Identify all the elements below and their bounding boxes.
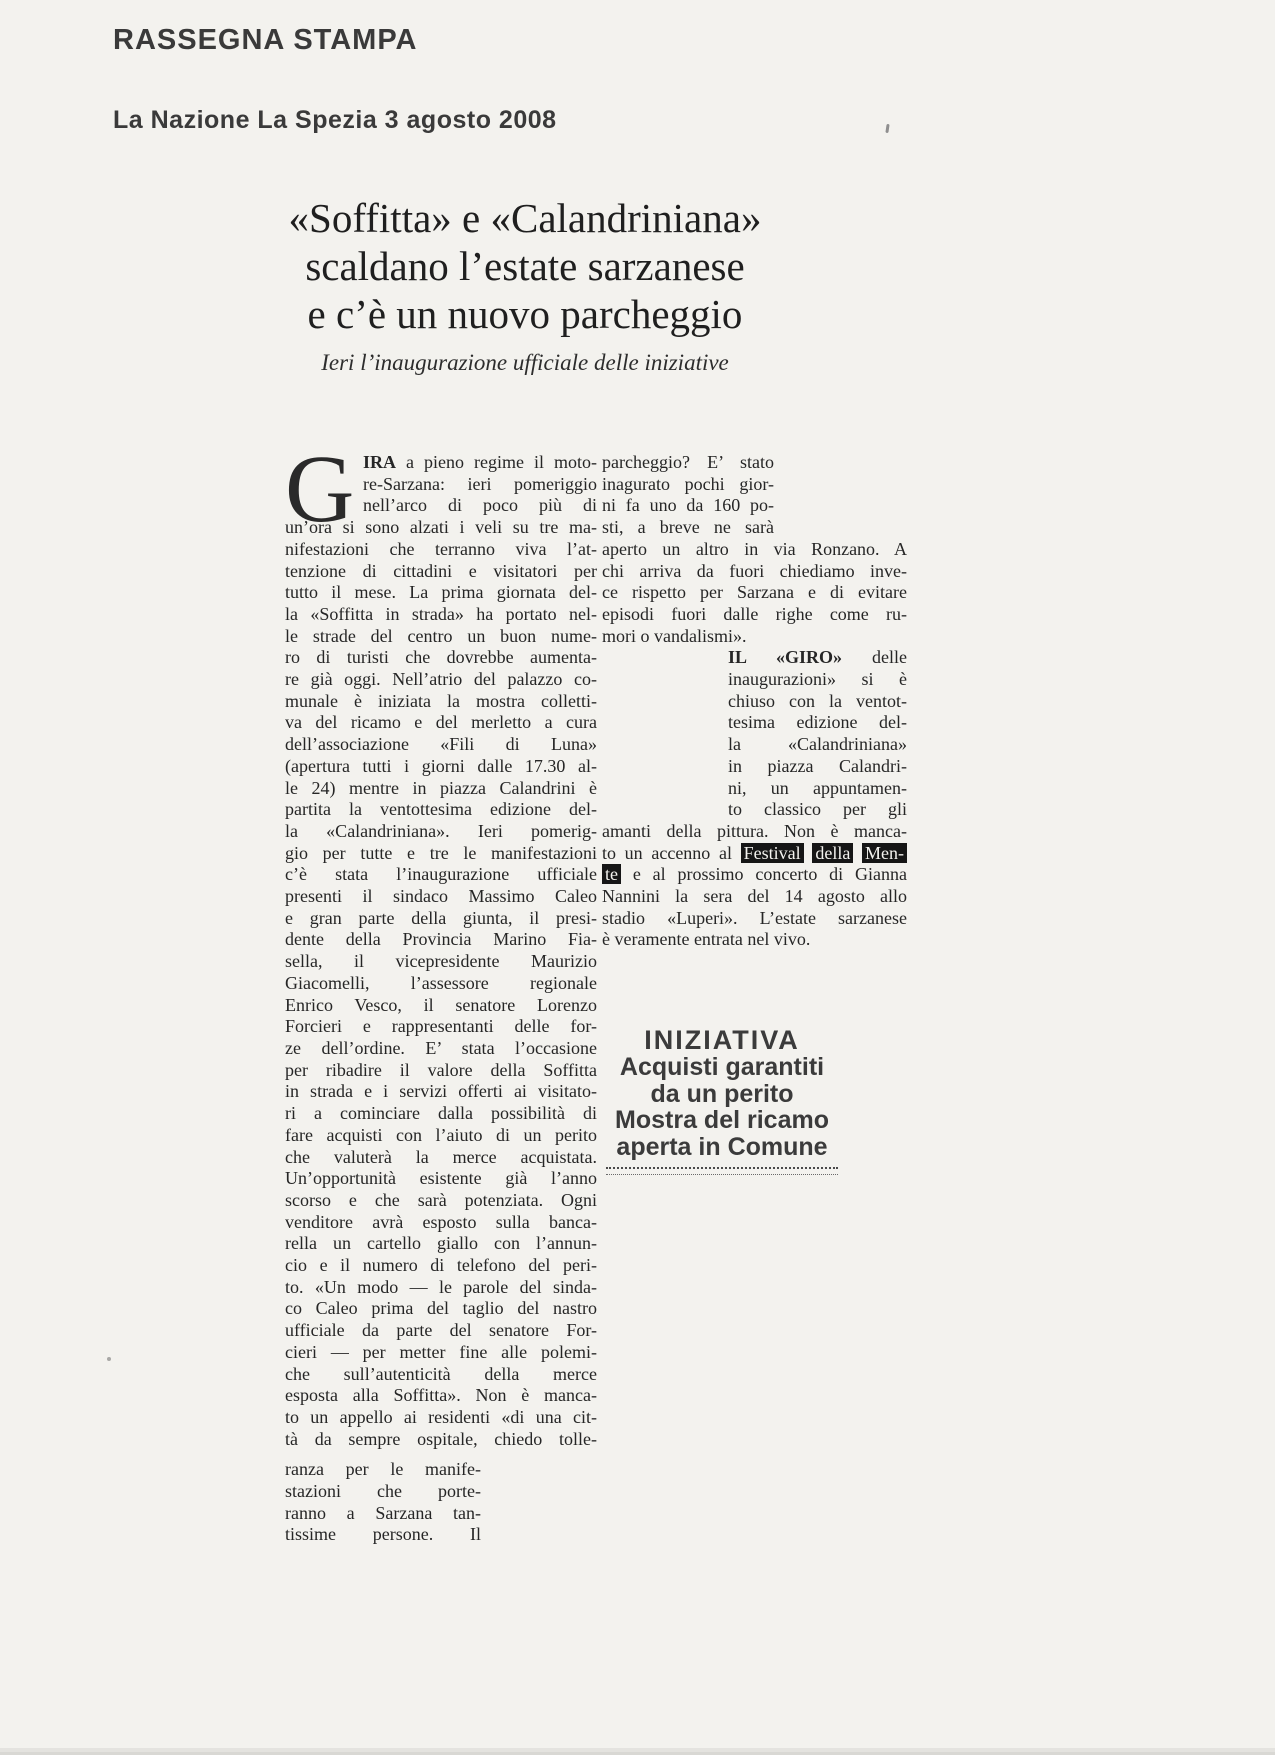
highlighted-text: Men- (862, 843, 907, 863)
text-line: c’è stata l’inaugurazione ufficiale (285, 864, 597, 885)
text-line: chi arriva da fuori chiediamo inve- (602, 560, 907, 581)
box-line: Acquisti garantiti (619, 1053, 825, 1081)
text-line: dente della Provincia Marino Fia- (285, 929, 597, 950)
article-paragraph-flow (602, 821, 907, 951)
text-line: munale è iniziata la mostra colletti- (285, 690, 597, 711)
text-line: tesima edizione del- (728, 712, 907, 733)
text-line: presenti il sindaco Massimo Caleo (285, 886, 597, 907)
text-line: tenzione di cittadini e visitatori per (285, 560, 597, 581)
text-line: co Caleo prima del taglio del nastro (285, 1298, 597, 1319)
text-line: ri a cominciare dalla possibilità di (285, 1103, 597, 1124)
text-line: va del ricamo e del merletto a cura (285, 712, 597, 733)
text-line: Nannini la sera del 14 agosto allo (602, 886, 907, 907)
bold-text-segment: IL «GIRO» (728, 647, 843, 668)
text-line: stazioni che porte- (285, 1481, 481, 1502)
text-segment: to un accenno al (602, 842, 741, 863)
text-line: mori o vandalismi». (602, 625, 747, 646)
text-line: sella, il vicepresidente Maurizio (285, 951, 597, 972)
text-line (602, 864, 907, 886)
box-line: aperta in Comune (616, 1132, 828, 1161)
text-segment: e al prossimo concerto di Gianna (621, 864, 907, 885)
text-line: Forcieri e rappresentanti delle for- (285, 1016, 597, 1037)
text-line: to un appello ai residenti «di una cit- (285, 1406, 597, 1427)
scan-speck (885, 124, 889, 133)
article-paragraph-lead (285, 435, 597, 1450)
article-subhead: Ieri l’inaugurazione ufficiale delle iniziative (321, 350, 729, 375)
text-line: nifestazioni che terranno viva l’at- (285, 538, 597, 559)
text-line (602, 843, 907, 865)
text-line: ro di turisti che dovrebbe aumenta- (285, 647, 597, 668)
text-line: cio e il numero di telefono del peri- (285, 1255, 597, 1276)
article-paragraph-tail (285, 1459, 481, 1546)
text-line: ranza per le manife- (285, 1459, 481, 1480)
article-column-left (285, 435, 597, 1546)
text-line: nell’arco di poco più di (363, 495, 597, 516)
headline-line: scaldano l’estate sarzanese (305, 243, 745, 289)
text-line: ufficiale da parte del senatore For- (285, 1320, 597, 1341)
article-paragraph-flow (602, 539, 907, 648)
text-line: in piazza Calandri- (728, 755, 907, 776)
text-line: to. «Un modo — le parole del sinda- (285, 1276, 597, 1297)
text-line: la «Calandriniana» (728, 734, 907, 755)
dropcap-letter: G (285, 435, 355, 542)
text-line: ranno a Sarzana tan- (285, 1502, 481, 1523)
text-line: gio per tutte e tre le manifestazioni (285, 842, 597, 863)
text-line: Giacomelli, l’assessore regionale (285, 972, 597, 993)
text-line: scorso e che sarà potenziata. Ogni (285, 1189, 597, 1210)
text-line: cieri — per metter fine alle polemi- (285, 1341, 597, 1362)
text-line: tissime persone. Il (285, 1524, 481, 1545)
text-line: la «Calandriniana». Ieri pomerig- (285, 820, 597, 841)
text-line: in strada e i servizi offerti ai visitato- (285, 1081, 597, 1102)
source-line: La Nazione La Spezia 3 agosto 2008 (113, 106, 557, 134)
text-line: fare acquisti con l’aiuto di un perito (285, 1124, 597, 1145)
text-line: ce rispetto per Sarzana e di evitare (602, 582, 907, 603)
text-line: chiuso con la ventot- (728, 690, 907, 711)
text-line: che sull’autenticità della merce (285, 1363, 597, 1384)
scan-speck (107, 1357, 111, 1361)
text-line: to classico per gli (728, 799, 907, 820)
text-line: rella un cartello giallo con l’annun- (285, 1233, 597, 1254)
text-line: le strade del centro un buon nume- (285, 625, 597, 646)
article-paragraph-indented (728, 647, 907, 821)
page-title: RASSEGNA STAMPA (113, 24, 418, 56)
highlighted-text: della (812, 843, 853, 863)
article-headline-block (240, 194, 810, 376)
text-line: venditore avrà esposto sulla banca- (285, 1211, 597, 1232)
text-segment: delle (842, 647, 907, 668)
text-line: inagurato pochi gior- (602, 473, 774, 494)
text-line: dell’associazione «Fili di Luna» (285, 734, 597, 755)
text-line: re già oggi. Nell’atrio del palazzo co- (285, 669, 597, 690)
text-line: Un’opportunità esistente già l’anno (285, 1168, 597, 1189)
text-line: Enrico Vesco, il senatore Lorenzo (285, 994, 597, 1015)
text-line (363, 452, 597, 474)
text-line: la «Soffitta in strada» ha portato nel- (285, 603, 597, 624)
text-line: parcheggio? E’ stato (602, 452, 774, 472)
iniziativa-box (600, 1026, 844, 1175)
text-line: ni, un appuntamen- (728, 777, 907, 798)
text-line: re-Sarzana: ieri pomeriggio (363, 473, 597, 494)
text-line: e gran parte della giunta, il presi- (285, 907, 597, 928)
box-line: da un perito (650, 1079, 794, 1108)
text-line: le 24) mentre in piazza Calandrini è (285, 777, 597, 798)
dashed-rule (606, 1167, 838, 1175)
bold-text-segment: IRA (363, 452, 397, 472)
text-line: che valuterà la merce acquistata. (285, 1146, 597, 1167)
text-line: per ribadire il valore della Soffitta (285, 1059, 597, 1080)
text-line: un’ora si sono alzati i veli su tre ma- (285, 517, 597, 538)
text-line: (apertura tutti i giorni dalle 17.30 al- (285, 755, 597, 776)
text-line: amanti della pittura. Non è manca- (602, 820, 907, 841)
text-segment: a pieno regime il moto- (396, 452, 597, 472)
highlighted-text: te (602, 864, 621, 884)
article-column-right (602, 452, 907, 951)
box-title: INIZIATIVA (644, 1025, 800, 1055)
text-line: esposta alla Soffitta». Non è manca- (285, 1385, 597, 1406)
text-line: ni fa uno da 160 po- (602, 495, 774, 516)
text-line: è veramente entrata nel vivo. (602, 929, 811, 950)
box-line: Mostra del ricamo (615, 1106, 829, 1134)
headline-line: «Soffitta» e «Calandriniana» (288, 195, 762, 241)
text-line: tà da sempre ospitale, chiedo tolle- (285, 1428, 597, 1449)
text-line: tutto il mese. La prima giornata del- (285, 582, 597, 603)
article-paragraph-narrow-top (602, 452, 774, 539)
highlighted-text: Festival (741, 843, 804, 863)
text-line: inaugurazioni» si è (728, 669, 907, 690)
text-line: stadio «Luperi». L’estate sarzanese (602, 907, 907, 928)
text-line: partita la ventottesima edizione del- (285, 799, 597, 820)
text-line: episodi fuori dalle righe come ru- (602, 603, 907, 624)
text-line: aperto un altro in via Ronzano. A (602, 538, 907, 559)
text-line (728, 647, 907, 669)
text-line: sti, a breve ne sarà (602, 517, 774, 538)
text-line: ze dell’ordine. E’ stata l’occasione (285, 1037, 597, 1058)
headline-line: e c’è un nuovo parcheggio (307, 291, 743, 337)
